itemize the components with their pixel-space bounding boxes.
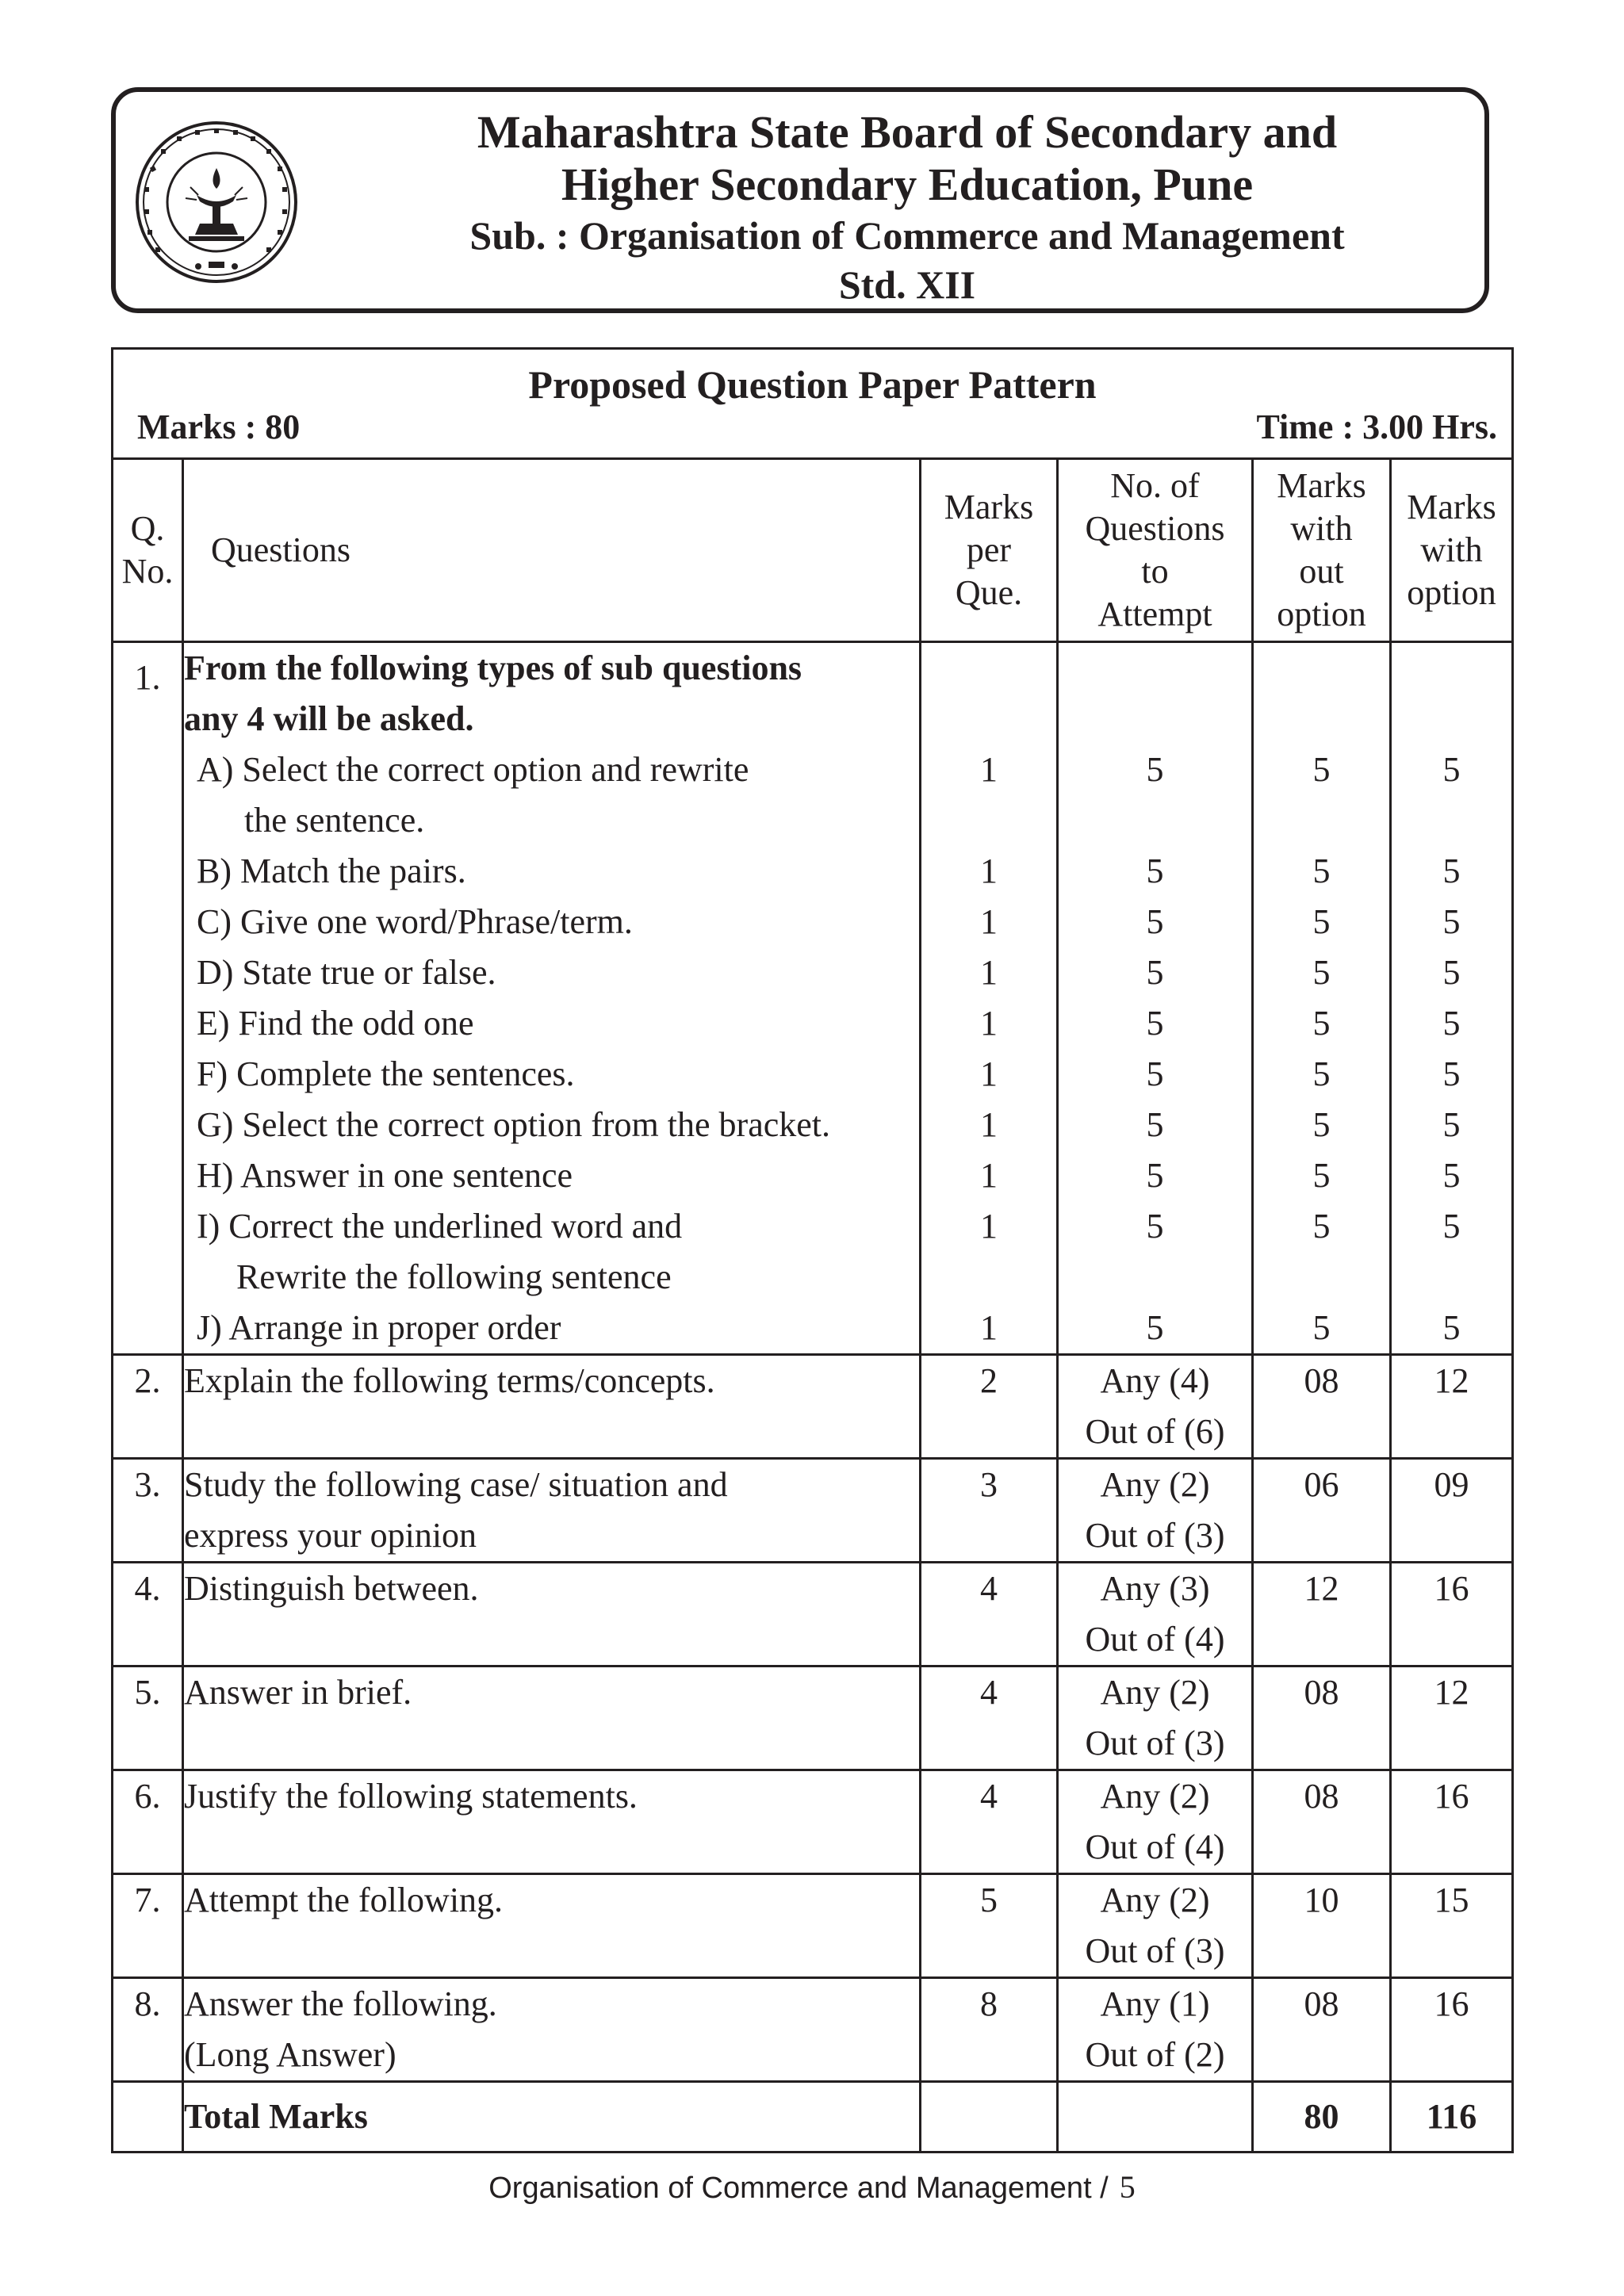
table-row [113, 1355, 1513, 1459]
col-header-questions: Questions [183, 459, 921, 642]
max-marks: Marks : 80 [137, 408, 301, 446]
column-header-row [113, 459, 1513, 642]
q1-heading-line1: From the following types of sub questions [184, 649, 802, 687]
marks-with-option-cell: 15 [1391, 1874, 1513, 1978]
marks-per-que-cell: 4 [921, 1667, 1058, 1770]
col-header-qno: Q. No. [113, 459, 183, 642]
sub-question: B) Match the pairs. [197, 851, 466, 890]
table-row [113, 1459, 1513, 1563]
question-number: 5. [113, 1667, 183, 1770]
header-box [111, 87, 1489, 313]
sub-question: G) Select the correct option from the bracket. [197, 1105, 831, 1144]
total-marks-with-option: 116 [1391, 2082, 1513, 2152]
marks-with-option-cell: 09 [1391, 1459, 1513, 1563]
attempt-cell: Any (2) Out of (3) [1058, 1874, 1253, 1978]
col-header-marks-per-que: Marks per Que. [921, 459, 1058, 642]
marks-without-option-cell: 08 [1253, 1667, 1391, 1770]
sub-question: J) Arrange in proper order [197, 1308, 561, 1347]
marks-with-option-cell: 12 [1391, 1355, 1513, 1459]
question-text: Justify the following statements. [183, 1770, 921, 1874]
col-header-marks-with-option: Marks with option [1391, 459, 1513, 642]
total-marks-without-option: 80 [1253, 2082, 1391, 2152]
paper-title: Proposed Question Paper Pattern [528, 362, 1097, 407]
sub-question-continued: Rewrite the following sentence [236, 1257, 672, 1296]
question-number: 1. [113, 642, 183, 1355]
question-text: Distinguish between. [183, 1563, 921, 1667]
table-row [113, 642, 1513, 1355]
header-text [346, 106, 1469, 309]
sub-question: F) Complete the sentences. [197, 1054, 575, 1093]
marks-with-option-cell: 16 [1391, 1978, 1513, 2082]
col-header-marks-without-option: Marks with out option [1253, 459, 1391, 642]
question-number: 2. [113, 1355, 183, 1459]
question-number: 6. [113, 1770, 183, 1874]
question-text: Explain the following terms/concepts. [183, 1355, 921, 1459]
board-name-line2: Higher Secondary Education, Pune [561, 159, 1254, 210]
total-blank-attempt [1058, 2082, 1253, 2152]
question-number: 8. [113, 1978, 183, 2082]
question-text: Answer in brief. [183, 1667, 921, 1770]
page-footer [0, 2168, 1624, 2206]
marks-with-option-cell: 12 [1391, 1667, 1513, 1770]
attempt-cell: Any (4) Out of (6) [1058, 1355, 1253, 1459]
marks-per-que-cell: 8 [921, 1978, 1058, 2082]
marks-without-option-cell: 08 [1253, 1978, 1391, 2082]
table-row [113, 1770, 1513, 1874]
sub-question-continued: the sentence. [244, 801, 425, 840]
marks-without-option-cell: 08 [1253, 1770, 1391, 1874]
marks-per-que-cell: 5 [921, 1874, 1058, 1978]
marks-without-option-cell: 10 [1253, 1874, 1391, 1978]
time-allowed: Time : 3.00 Hrs. [1256, 408, 1497, 446]
marks-per-que-cell: 4 [921, 1563, 1058, 1667]
question-pattern-table [111, 347, 1514, 2153]
question-number: 3. [113, 1459, 183, 1563]
question-number: 4. [113, 1563, 183, 1667]
marks-without-option-cell: 06 [1253, 1459, 1391, 1563]
marks-without-option-cell: 5 5 5 5 5 5 5 5 5 5 [1253, 642, 1391, 1355]
total-label: Total Marks [183, 2082, 921, 2152]
paper-title-cell [113, 349, 1513, 459]
table-row [113, 1978, 1513, 2082]
attempt-cell: Any (2) Out of (4) [1058, 1770, 1253, 1874]
sub-question: I) Correct the underlined word and [197, 1207, 683, 1246]
question-number: 7. [113, 1874, 183, 1978]
marks-with-option-cell: 5 5 5 5 5 5 5 5 5 5 [1391, 642, 1513, 1355]
marks-per-que-cell: 4 [921, 1770, 1058, 1874]
marks-per-que-cell: 3 [921, 1459, 1058, 1563]
attempt-cell: Any (1) Out of (2) [1058, 1978, 1253, 2082]
sub-question: D) State true or false. [197, 953, 496, 992]
attempt-cell: 5 5 5 5 5 5 5 5 5 5 [1058, 642, 1253, 1355]
marks-without-option-cell: 08 [1253, 1355, 1391, 1459]
board-name-line1: Maharashtra State Board of Secondary and [477, 106, 1338, 158]
col-header-no-to-attempt: No. of Questions to Attempt [1058, 459, 1253, 642]
marks-per-que-cell: 2 [921, 1355, 1058, 1459]
question-text: Study the following case/ situation and express your opinion [183, 1459, 921, 1563]
total-blank-marks [921, 2082, 1058, 2152]
marks-without-option-cell: 12 [1253, 1563, 1391, 1667]
marks-per-que-cell: 1 1 1 1 1 1 1 1 1 1 [921, 642, 1058, 1355]
sub-question: E) Find the odd one [197, 1004, 474, 1043]
table-row [113, 1667, 1513, 1770]
marks-with-option-cell: 16 [1391, 1563, 1513, 1667]
question-text [183, 642, 921, 1355]
table-row [113, 1874, 1513, 1978]
question-text: Attempt the following. [183, 1874, 921, 1978]
board-seal-icon [133, 119, 300, 285]
question-text: Answer the following. (Long Answer) [183, 1978, 921, 2082]
footer-text: Organisation of Commerce and Management / [488, 2172, 1109, 2205]
sub-question: A) Select the correct option and rewrite [197, 750, 749, 789]
q1-heading-line2: any 4 will be asked. [184, 699, 474, 738]
standard-label: Std. XII [838, 262, 976, 307]
sub-question: C) Give one word/Phrase/term. [197, 902, 633, 941]
attempt-cell: Any (2) Out of (3) [1058, 1667, 1253, 1770]
attempt-cell: Any (3) Out of (4) [1058, 1563, 1253, 1667]
marks-with-option-cell: 16 [1391, 1770, 1513, 1874]
attempt-cell: Any (2) Out of (3) [1058, 1459, 1253, 1563]
total-blank-qno [113, 2082, 183, 2152]
table-row [113, 1563, 1513, 1667]
sub-question: H) Answer in one sentence [197, 1156, 573, 1195]
total-row [113, 2082, 1513, 2152]
page-number: 5 [1119, 2169, 1136, 2205]
subject-title: Sub. : Organisation of Commerce and Management [469, 213, 1345, 258]
